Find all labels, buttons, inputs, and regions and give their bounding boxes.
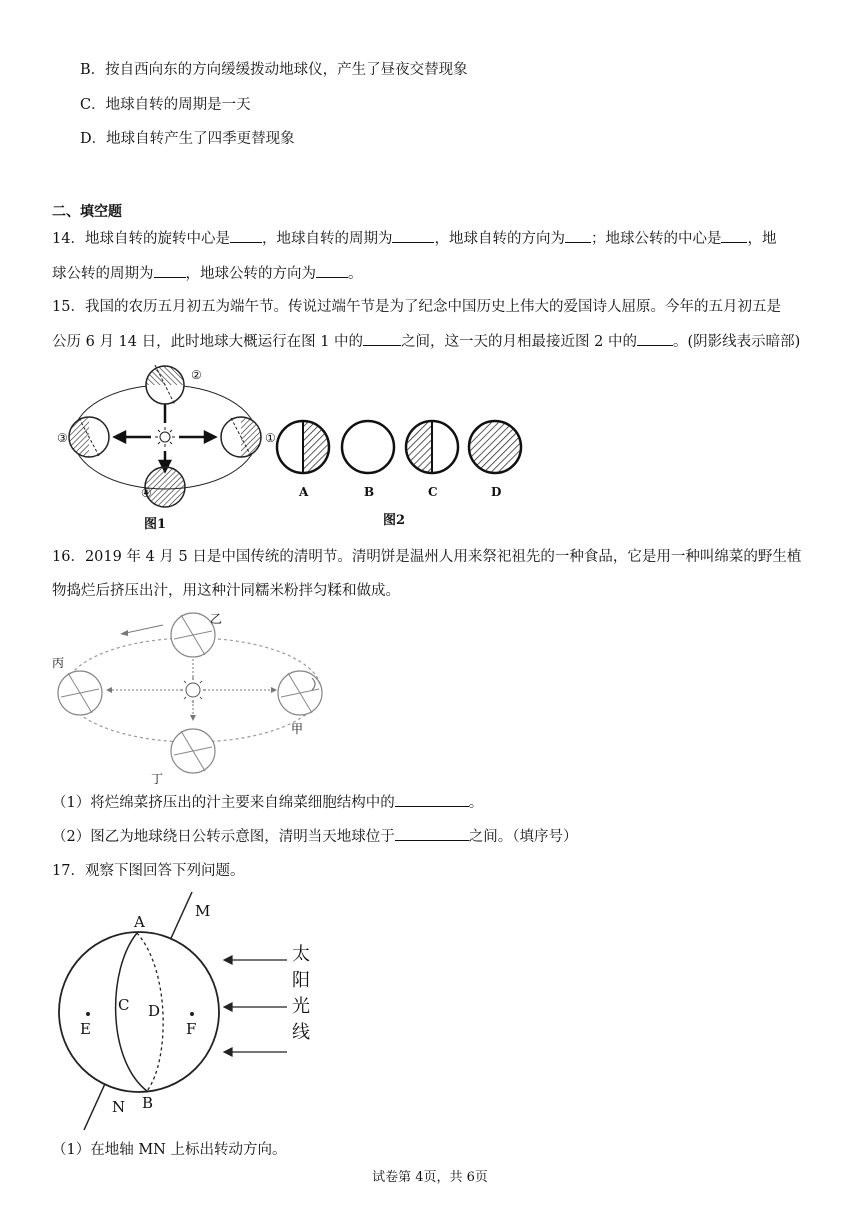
q16-sub1: （1）将烂绵菜挤压出的汁主要来自绵菜细胞结构中的 。: [52, 792, 483, 813]
q14-line2: 球公转的周期为 ，地球公转的方向为 。: [52, 263, 363, 284]
sun-icon: [155, 427, 175, 447]
figure1-orbit-diagram: [55, 365, 295, 515]
point-label: M: [195, 902, 211, 920]
answer-blank[interactable]: [316, 263, 348, 278]
sun-ray-label: 阳: [292, 970, 310, 991]
answer-blank[interactable]: [230, 228, 262, 243]
point-label: F: [186, 1020, 197, 1038]
point-label: D: [148, 1002, 161, 1020]
answer-blank[interactable]: [392, 228, 434, 243]
option-b: B．按自西向东的方向缓缓拨动地球仪，产生了昼夜交替现象: [80, 62, 468, 78]
position-label: 甲: [291, 722, 304, 736]
q17-earth-diagram: [52, 890, 332, 1140]
q14-line1: 14．地球自转的旋转中心是 ，地球自转的周期为 ，地球自转的方向为 ；地球公转的中心是 ，地: [52, 228, 776, 249]
position-label: ④: [141, 486, 152, 500]
point-label: N: [112, 1098, 126, 1116]
figure1-caption: 图1: [144, 517, 167, 532]
sun-icon: [180, 677, 206, 703]
position-label: 乙: [210, 612, 223, 626]
position-label: 丙: [52, 656, 65, 670]
q16-line2: 物捣烂后挤压出汁，用这种汁同糯米粉拌匀糅和做成。: [52, 583, 400, 599]
position-label: 丁: [151, 772, 164, 786]
section-title: 二、填空题: [52, 204, 122, 220]
sun-ray-label: 太: [292, 944, 310, 965]
point-label: B: [142, 1094, 154, 1112]
q17-sub1: （1）在地轴 MN 上标出转动方向。: [52, 1142, 287, 1158]
option-c: C．地球自转的周期是一天: [80, 97, 251, 113]
q17-title: 17．观察下图回答下列问题。: [52, 863, 245, 879]
moon-label: A: [299, 485, 309, 499]
point-label: C: [118, 996, 130, 1014]
answer-blank[interactable]: [363, 331, 401, 346]
option-d: D．地球自转产生了四季更替现象: [80, 131, 295, 147]
answer-blank[interactable]: [154, 263, 186, 278]
moon-label: C: [428, 485, 438, 499]
sun-ray-label: 光: [292, 996, 310, 1017]
moon-label: D: [491, 485, 502, 499]
figure2-caption: 图2: [383, 513, 406, 528]
q15-line1: 15．我国的农历五月初五为端午节。传说过端午节是为了纪念中国历史上伟大的爱国诗人屈原。今年的五月初五是: [52, 299, 781, 315]
position-label: ①: [265, 431, 276, 445]
q16-line1: 16．2019 年 4 月 5 日是中国传统的清明节。清明饼是温州人用来祭祀祖先的一种食品，它是用一种叫绵菜的野生植: [52, 549, 802, 565]
page-footer: 试卷第 4页，共 6页: [372, 1170, 488, 1185]
answer-blank[interactable]: [395, 792, 469, 807]
figure2-moon-phases: [275, 412, 525, 502]
position-label: ②: [191, 368, 202, 382]
answer-blank[interactable]: [395, 826, 469, 841]
q15-line2: 公历 6 月 14 日，此时地球大概运行在图 1 中的 之间，这一天的月相最接近图 2 中的 。(阴影线表示暗部): [52, 331, 800, 352]
answer-blank[interactable]: [721, 228, 747, 243]
point-label: E: [80, 1020, 91, 1038]
position-label: ③: [57, 431, 68, 445]
moon-label: B: [364, 485, 375, 499]
sun-ray-label: 线: [292, 1022, 310, 1043]
q16-sub2: （2）图乙为地球绕日公转示意图，清明当天地球位于 之间。（填序号）: [52, 826, 577, 847]
q16-orbit-diagram: [48, 605, 338, 785]
answer-blank[interactable]: [565, 228, 591, 243]
point-label: A: [134, 913, 145, 931]
answer-blank[interactable]: [637, 331, 673, 346]
